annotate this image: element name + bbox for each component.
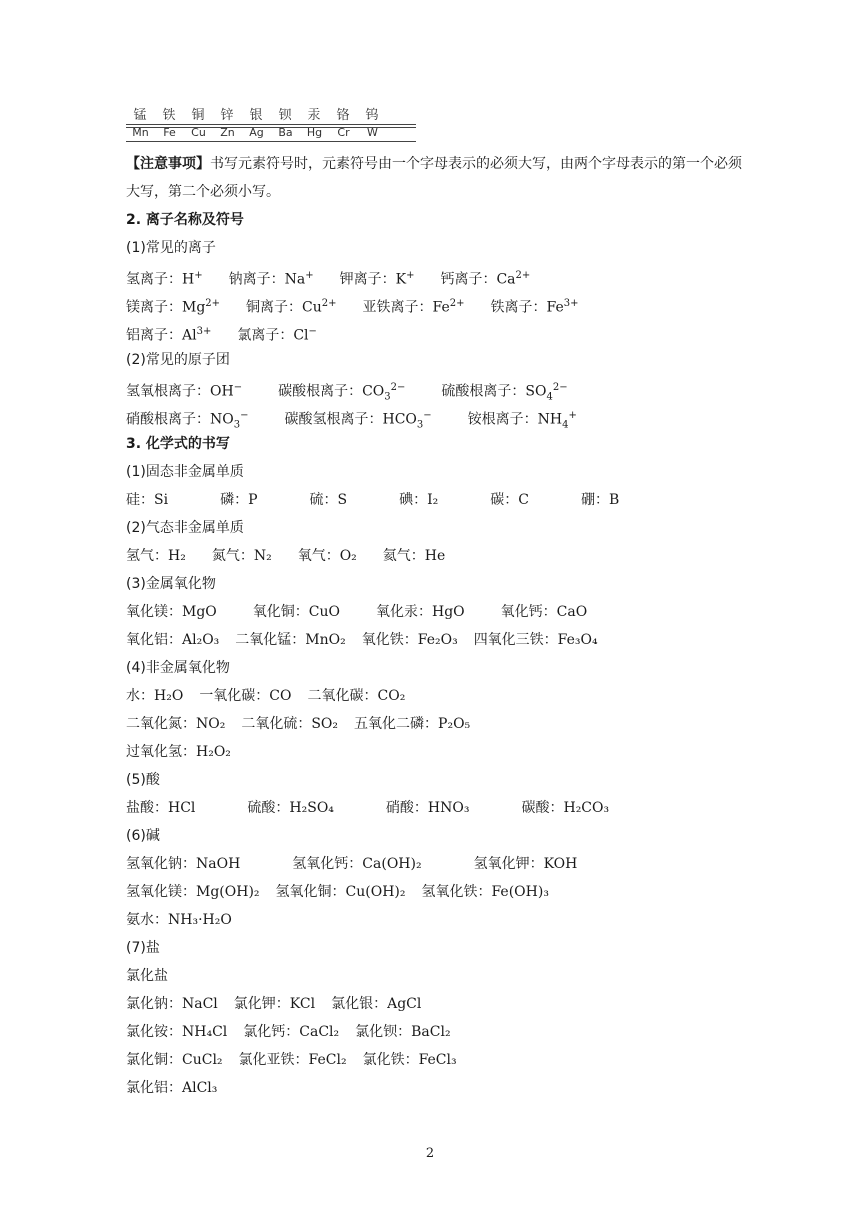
formula-item: 氨水：NH₃·H₂O: [126, 912, 232, 928]
formula-row: [126, 682, 746, 710]
formula-item: 氮气：N₂: [211, 548, 272, 564]
formula-item: 氢氧化钠：NaOH: [126, 856, 241, 872]
ion-item: 碳酸根离子：$CO_3^{2-}$: [278, 382, 406, 403]
formula-item: 氯化铁：FeCl₃: [362, 1052, 457, 1068]
element-symbol: Cr: [337, 126, 350, 139]
ion-item: 铵根离子：$NH_4^+$: [467, 410, 577, 431]
formula-item: 一氧化碳：CO: [199, 688, 292, 704]
formula-row: [126, 542, 746, 570]
element-symbol: W: [367, 126, 378, 139]
formula-item: 水：H₂O: [126, 688, 184, 704]
section-heading: 3. 化学式的书写: [126, 436, 230, 452]
formula-item: 硫：S: [309, 492, 348, 508]
formula-row: [126, 402, 746, 430]
ion-item: 亚铁离子：$Fe^{2+}$: [362, 298, 465, 316]
formula-item: 氧化镁：MgO: [126, 604, 217, 620]
subsection-heading: (1)固态非金属单质: [126, 464, 244, 480]
formula-row: [126, 1018, 746, 1046]
ion-item: 钙离子：$Ca^{2+}$: [440, 270, 531, 288]
ion-item: 铁离子：$Fe^{3+}$: [490, 298, 579, 316]
formula-row: [126, 710, 746, 738]
element-symbol: Ag: [249, 126, 264, 139]
subsection-heading: (6)碱: [126, 828, 160, 844]
element-name: 锰: [133, 108, 148, 123]
formula-item: 氢氧化铁：Fe(OH)₃: [421, 884, 549, 900]
formula-row: [126, 990, 746, 1018]
formula-item: 氧化汞：HgO: [376, 604, 465, 620]
element-name: 钡: [278, 108, 293, 123]
element-symbol: Zn: [220, 126, 235, 139]
formula-item: 过氧化氢：H₂O₂: [126, 744, 231, 760]
table-rule: [126, 124, 416, 125]
formula-row: [126, 850, 746, 878]
formula-row: [126, 1074, 746, 1102]
element-name: 锌: [220, 108, 235, 123]
ions-list: [126, 262, 746, 346]
element-symbol: Mn: [132, 126, 149, 139]
element-name: 钨: [365, 108, 380, 123]
subsection-heading: (7)盐: [126, 940, 160, 956]
formula-item: 氯化银：AgCl: [331, 996, 422, 1012]
note-paragraph: [126, 150, 746, 206]
formula-item: 二氧化氮：NO₂: [126, 716, 226, 732]
groups-list: [126, 374, 746, 430]
formula-item: 氢氧化铜：Cu(OH)₂: [275, 884, 406, 900]
ion-item: 氯离子：Cl−: [237, 326, 317, 344]
formula-item: 硝酸：HNO₃: [385, 800, 470, 816]
ion-item: 钾离子：K+: [339, 270, 415, 288]
formula-item: 氧化铝：Al₂O₃: [126, 632, 220, 648]
formula-item: 氦气：He: [382, 548, 446, 564]
formula-item: 碳酸：H₂CO₃: [521, 800, 610, 816]
ion-item: 镁离子：$Mg^{2+}$: [126, 298, 221, 316]
formula-row: [126, 626, 746, 654]
ion-item: 钠离子：Na+: [228, 270, 314, 288]
formula-item: 磷：P: [220, 492, 258, 508]
formula-item: 氧化铁：Fe₂O₃: [361, 632, 458, 648]
formula-row: [126, 598, 746, 626]
ion-item: 铜离子：$Cu^{2+}$: [246, 298, 337, 316]
formula-item: 氯化钙：CaCl₂: [243, 1024, 340, 1040]
element-symbol: Fe: [163, 126, 176, 139]
ion-item: 碳酸氢根离子：$HCO_3^-$: [284, 410, 432, 431]
subsection-heading: (3)金属氧化物: [126, 576, 216, 592]
formula-item: 碳：C: [490, 492, 529, 508]
element-symbol: Cu: [191, 126, 206, 139]
formula-item: 五氧化二磷：P₂O₅: [354, 716, 471, 732]
element-name: 银: [249, 108, 264, 123]
formula-item: 盐酸：HCl: [126, 800, 196, 816]
formula-item: 氯化铜：CuCl₂: [126, 1052, 223, 1068]
subsection-heading: (5)酸: [126, 772, 160, 788]
subsection-heading: (4)非金属氧化物: [126, 660, 230, 676]
formula-item: 氯化钠：NaCl: [126, 996, 218, 1012]
page-number: 2: [425, 1146, 435, 1161]
formula-item: 硫酸：H₂SO₄: [247, 800, 334, 816]
element-name: 铬: [336, 108, 351, 123]
formula-item: 氢气：H₂: [126, 548, 186, 564]
formula-item: 氯化钡：BaCl₂: [355, 1024, 451, 1040]
formula-row: [126, 290, 746, 318]
formula-item: 硅：Si: [126, 492, 169, 508]
element-table: [126, 104, 416, 123]
ion-item: 铝离子：$Al^{3+}$: [126, 326, 212, 344]
formula-item: 硼：B: [580, 492, 620, 508]
formula-row: [126, 262, 746, 290]
formula-item: 氯化钾：KCl: [233, 996, 316, 1012]
subsection-heading: (2)常见的原子团: [126, 352, 230, 368]
subsection-heading: 氯化盐: [126, 968, 168, 984]
element-names-row: [126, 104, 416, 123]
ion-item: 氢离子：H+: [126, 270, 203, 288]
formula-row: [126, 878, 746, 906]
main-content: [126, 150, 746, 1102]
formula-row: [126, 486, 746, 514]
formula-item: 氯化铵：NH₄Cl: [126, 1024, 228, 1040]
element-symbols-row: [126, 126, 387, 139]
formula-item: 氯化铝：AlCl₃: [126, 1080, 218, 1096]
formula-item: 碘：I₂: [399, 492, 439, 508]
formula-row: [126, 318, 746, 346]
element-name: 汞: [307, 108, 322, 123]
formula-item: 氧化钙：CaO: [500, 604, 588, 620]
formula-item: 氢氧化钙：Ca(OH)₂: [292, 856, 422, 872]
ion-item: 硫酸根离子：$SO_4^{2-}$: [441, 382, 568, 403]
subsection-heading: (2)气态非金属单质: [126, 520, 244, 536]
table-rule: [126, 141, 416, 142]
formula-item: 二氧化碳：CO₂: [307, 688, 406, 704]
element-name: 铜: [191, 108, 206, 123]
formula-item: 氧化铜：CuO: [252, 604, 340, 620]
formula-row: [126, 906, 746, 934]
formula-row: [126, 1046, 746, 1074]
element-symbol: Hg: [306, 126, 323, 139]
subsection-heading: (1)常见的离子: [126, 240, 216, 256]
formula-item: 氧气：O₂: [297, 548, 357, 564]
section-heading: 2. 离子名称及符号: [126, 212, 244, 228]
formula-row: [126, 794, 746, 822]
note-label: 【注意事项】: [126, 156, 210, 172]
formula-item: 氢氧化镁：Mg(OH)₂: [126, 884, 260, 900]
note-text: 书写元素符号时，元素符号由一个字母表示的必须大写，由两个字母表示的第一个必须大写，第二个必须小写。: [126, 156, 742, 200]
ion-item: 氢氧根离子：OH−: [126, 382, 243, 400]
formula-item: 四氧化三铁：Fe₃O₄: [473, 632, 598, 648]
formula-item: 二氧化锰：MnO₂: [235, 632, 346, 648]
formula-item: 氯化亚铁：FeCl₂: [238, 1052, 347, 1068]
formula-item: 氢氧化钾：KOH: [473, 856, 578, 872]
formula-item: 二氧化硫：SO₂: [241, 716, 339, 732]
ion-item: 硝酸根离子：$NO_3^-$: [126, 410, 249, 431]
element-name: 铁: [162, 108, 177, 123]
element-symbol: Ba: [278, 126, 293, 139]
formula-row: [126, 738, 746, 766]
formula-row: [126, 374, 746, 402]
